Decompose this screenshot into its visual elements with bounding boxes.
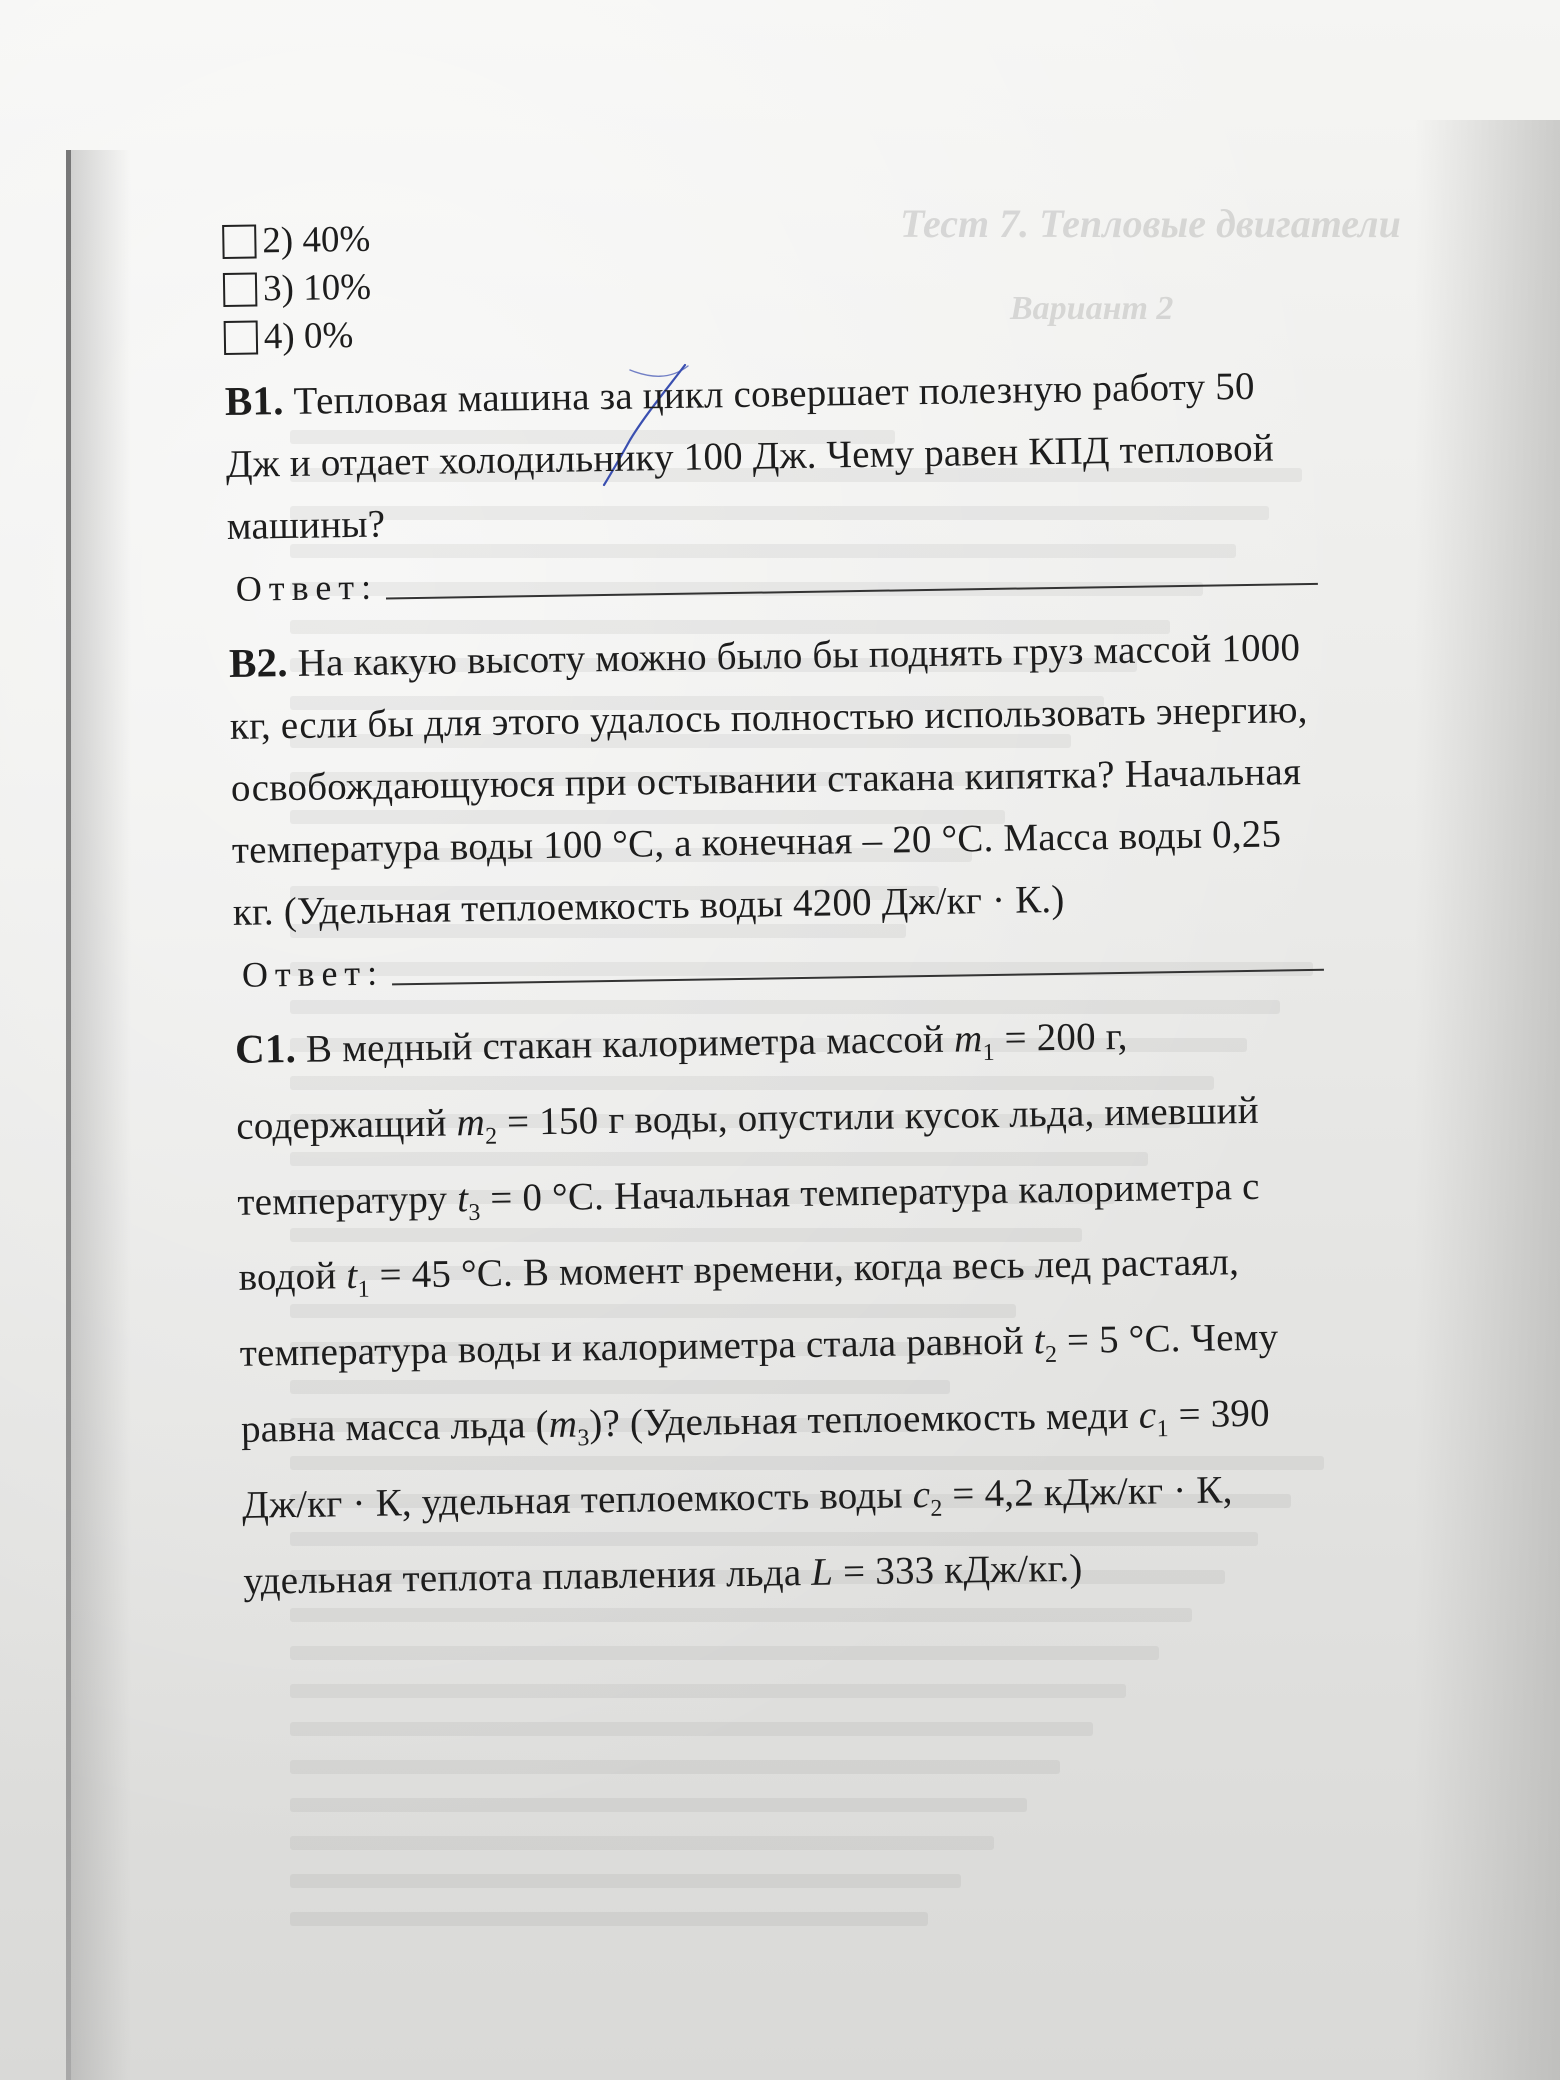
answer-label: Ответ:: [235, 566, 379, 609]
subscript: 1: [357, 1276, 371, 1304]
var-m: m: [456, 1100, 486, 1145]
var-t: t: [456, 1176, 469, 1221]
option-label: 3) 10%: [262, 266, 372, 310]
text-segment: = 390 Дж/кг · К, удельная теплоемкость воды: [241, 1391, 1271, 1527]
var-m: m: [953, 1017, 983, 1061]
var-c: c: [912, 1472, 931, 1517]
option-label: 2) 40%: [262, 218, 371, 262]
subscript: 2: [930, 1495, 943, 1522]
problem-text: На какую высоту можно было бы поднять груз массой 1000 кг, если бы для этого удалось полностью использовать энергию, освобождающуюся при остывании стакана кипятка? Начальная температура воды 100 °С, а конечная – 20 °С. Масса воды 0,25 кг. (Удельная теплоемкость воды 4200 Дж/кг · К.): [229, 626, 1308, 934]
show-through-line: [290, 1798, 1027, 1812]
text-segment: = 4,2 кДж/кг · К, удельная теплота плавления льда: [243, 1468, 1233, 1603]
var-m: m: [548, 1402, 578, 1446]
checkbox-icon[interactable]: [223, 272, 258, 307]
answer-field-b2[interactable]: [242, 937, 1325, 996]
checkbox-icon[interactable]: [224, 320, 259, 355]
problem-id: B2.: [228, 639, 289, 686]
problem-b2: [229, 615, 1324, 944]
text-segment: = 333 кДж/кг.): [832, 1546, 1083, 1594]
answer-field-b1[interactable]: [235, 551, 1318, 610]
subscript: 1: [1156, 1416, 1169, 1443]
problem-id: B1.: [224, 377, 284, 424]
var-t: t: [1033, 1319, 1046, 1363]
problem-c1: [235, 1001, 1334, 1613]
subscript: 1: [982, 1039, 996, 1066]
worksheet-content: [222, 201, 1334, 1613]
text-segment: )? (Удельная теплоемкость меди: [589, 1393, 1140, 1446]
checkbox-icon[interactable]: [222, 224, 257, 259]
option-label: 4) 0%: [263, 314, 354, 358]
problem-b1: [224, 353, 1317, 558]
text-segment: = 0 °С. Начальная температура калориметра с водой: [238, 1164, 1260, 1300]
text-segment: = 45 °С. В момент времени, когда весь лед растаял, температура воды и калориметра стала равной: [239, 1240, 1240, 1376]
text-segment: = 150 г воды, опустили кусок льда, имевший температуру: [237, 1088, 1260, 1224]
ghost-variant: Вариант 2: [1010, 290, 1174, 327]
var-l: L: [810, 1550, 834, 1594]
subscript: 3: [468, 1199, 481, 1226]
problem-text: Тепловая машина за цикл совершает полезную работу 50 Дж и отдает холодильнику 100 Дж. Чему равен КПД тепловой машины?: [225, 364, 1275, 548]
answer-label: Ответ:: [241, 952, 385, 995]
show-through-line: [290, 1722, 1093, 1736]
subscript: 2: [1044, 1342, 1058, 1369]
text-segment: В медный стакан калориметра массой: [305, 1017, 955, 1071]
show-through-line: [290, 1912, 928, 1926]
show-through-line: [290, 1874, 961, 1888]
text-segment: = 5 °С. Чему равна масса льда (: [240, 1315, 1279, 1451]
show-through-line: [290, 1684, 1126, 1698]
show-through-line: [290, 1760, 1060, 1774]
answer-line[interactable]: [392, 969, 1324, 986]
ghost-test-title: Тест 7. Тепловые двигатели: [900, 201, 1401, 246]
subscript: 3: [577, 1425, 590, 1452]
show-through-line: [290, 1608, 1192, 1622]
var-t: t: [346, 1254, 358, 1298]
answer-line[interactable]: [386, 583, 1318, 600]
text-segment: = 200 г, содержащий: [235, 1014, 1128, 1148]
problem-id: C1.: [234, 1024, 297, 1072]
binding-shade: [71, 150, 131, 2080]
var-c: c: [1138, 1393, 1157, 1437]
show-through-line: [290, 1646, 1159, 1660]
next-page-shadow: [1415, 120, 1560, 2080]
show-through-line: [290, 1836, 994, 1850]
subscript: 2: [484, 1123, 498, 1150]
